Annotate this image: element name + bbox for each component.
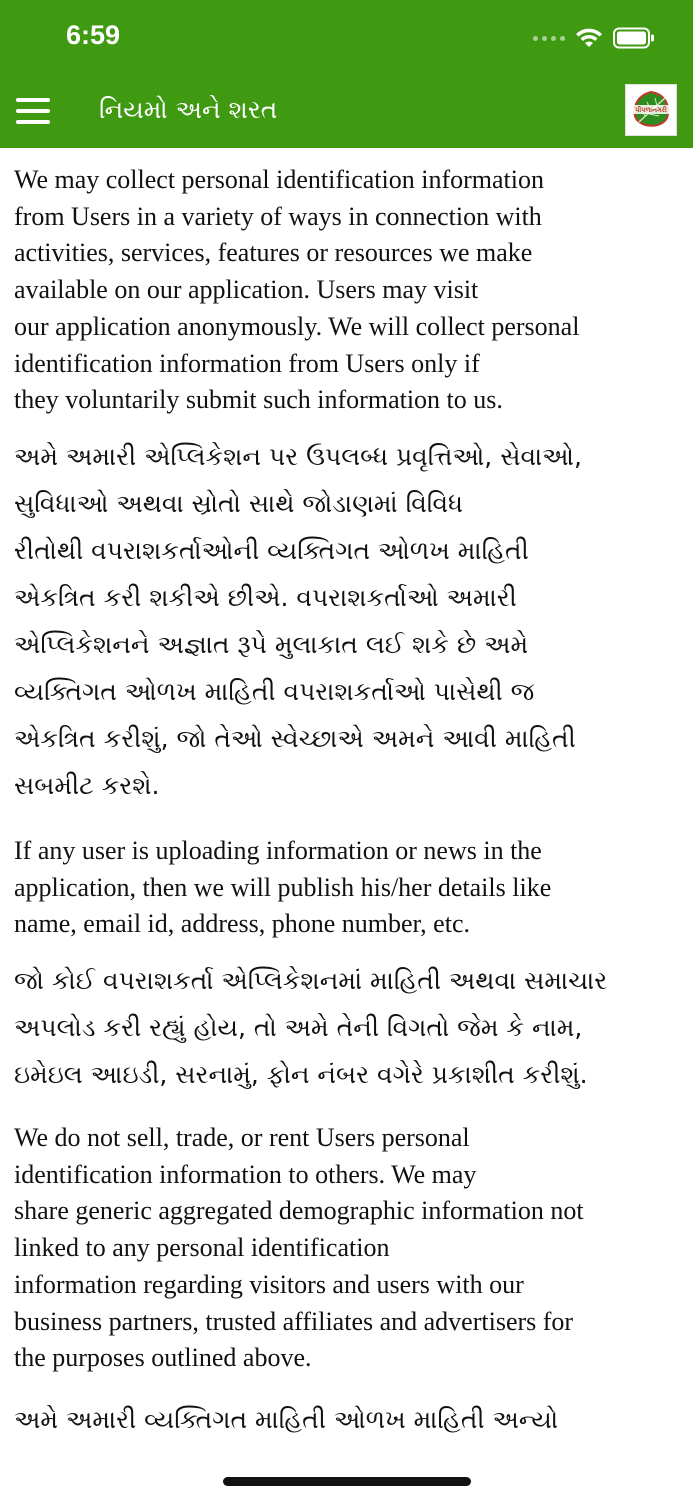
svg-text:પીપળાનગરી: પીપળાનગરી — [635, 106, 667, 114]
status-time: 6:59 — [66, 20, 121, 50]
text-line: વ્યક્તિગત ઓળખ માહિતી વપરાશકર્તાઓ પાસેથી જ — [14, 676, 535, 706]
home-indicator[interactable] — [223, 1477, 471, 1486]
text-line: they voluntarily submit such information to us. — [14, 385, 503, 415]
text-line: activities, services, features or resources we make — [14, 238, 533, 268]
page-title: નિયમો અને શરત — [99, 95, 278, 124]
text-line: ઇમેઇલ આઇડી, સરનામું, ફોન નંબર વગેરે પ્રકાશીત કરીશું. — [14, 1060, 588, 1090]
text-line: application, then we will publish his/her details like — [14, 872, 552, 902]
text-line: business partners, trusted affiliates and advertisers for — [14, 1306, 574, 1336]
app-logo[interactable] — [625, 84, 677, 136]
terms-content[interactable] — [14, 162, 684, 1377]
text-line: અપલોડ કરી રહ્યું હોય, તો અમે તેની વિગતો જેમ કે નામ, — [14, 1013, 583, 1043]
text-line: એકત્રિત કરીશું, જો તેઓ સ્વેચ્છાએ અમને આવી માહિતી — [14, 723, 576, 753]
nav-bar — [0, 74, 693, 146]
text-line: અમે અમારી એપ્લિકેશન પર ઉપલબ્ધ પ્રવૃત્તિઓ, સેવાઓ, — [14, 441, 582, 471]
paragraph-gu-publish — [14, 957, 684, 1098]
leaf-logo-icon — [627, 86, 675, 134]
wifi-icon — [575, 27, 603, 49]
text-line: available on our application. Users may visit — [14, 275, 479, 305]
text-line: એપ્લિકેશનને અજ્ઞાત રૂપે મુલાકાત લઈ શકે છે અમે — [14, 629, 529, 659]
text-line: name, email id, address, phone number, etc. — [14, 909, 470, 939]
menu-icon[interactable] — [16, 98, 50, 124]
cutoff-text-line: અમે અમારી વ્યક્તિગત માહિતી ઓળખ માહિતી અન્યો — [14, 1405, 559, 1434]
text-line: We do not sell, trade, or rent Users personal — [14, 1123, 470, 1153]
text-line: the purposes outlined above. — [14, 1343, 312, 1373]
text-line: our application anonymously. We will collect personal — [14, 311, 580, 341]
text-line: એકત્રિત કરી શકીએ છીએ. વપરાશકર્તાઓ અમારી — [14, 582, 517, 612]
text-line: identification information from Users only if — [14, 348, 480, 378]
paragraph-en-publish — [14, 833, 684, 943]
text-line: share generic aggregated demographic information not — [14, 1196, 584, 1226]
battery-icon — [613, 27, 655, 49]
paragraph-gu-collect — [14, 433, 684, 809]
text-line: સબમીટ કરશે. — [14, 770, 160, 800]
text-line: જો કોઈ વપરાશકર્તા એપ્લિકેશનમાં માહિતી અથવા સમાચાર — [14, 966, 608, 996]
text-line: information regarding visitors and users with our — [14, 1269, 524, 1299]
app-header — [0, 0, 693, 148]
text-line: identification information to others. We may — [14, 1159, 477, 1189]
text-line: linked to any personal identification — [14, 1233, 390, 1263]
text-line: If any user is uploading information or news in the — [14, 835, 542, 865]
status-icons — [533, 26, 655, 50]
paragraph-en-collect — [14, 162, 684, 419]
text-line: from Users in a variety of ways in connection with — [14, 201, 542, 231]
text-line: સુવિધાઓ અથવા સ્રોતો સાથે જોડાણમાં વિવિધ — [14, 488, 464, 518]
text-line: We may collect personal identification information — [14, 165, 545, 194]
text-line: રીતોથી વપરાશકર્તાઓની વ્યક્તિગત ઓળખ માહિતી — [14, 535, 529, 565]
paragraph-en-sharing — [14, 1120, 684, 1377]
cellular-signal-icon — [533, 36, 565, 41]
